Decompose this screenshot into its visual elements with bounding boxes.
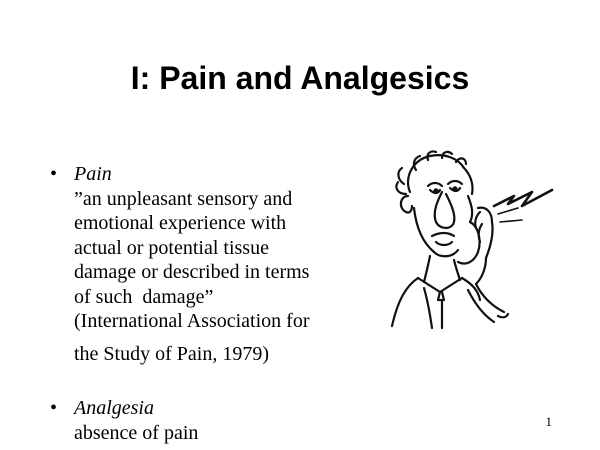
bullet-item-pain bbox=[50, 162, 370, 366]
man-with-toothache-icon bbox=[382, 150, 557, 330]
definition-line: (International Association for bbox=[74, 310, 310, 332]
definition-line: the Study of Pain, 1979) bbox=[74, 342, 269, 365]
bullet-marker: • bbox=[50, 397, 58, 419]
bullet-list bbox=[50, 162, 370, 445]
definition-line: actual or potential tissue bbox=[74, 236, 269, 259]
definition-line: of such damage” bbox=[74, 285, 214, 308]
bullet-term: Pain bbox=[74, 163, 112, 185]
definition-line: emotional experience with bbox=[74, 212, 287, 234]
bullet-term: Analgesia bbox=[74, 397, 154, 419]
page-number: 1 bbox=[545, 414, 552, 429]
bullet-marker: • bbox=[50, 163, 58, 185]
bullet-item-analgesia bbox=[50, 396, 370, 445]
definition-line: damage or described in terms bbox=[74, 261, 310, 283]
definition-line: ”an unpleasant sensory and bbox=[74, 187, 293, 210]
slide-title: I: Pain and Analgesics bbox=[130, 60, 470, 96]
definition-line: absence of pain bbox=[74, 421, 199, 444]
